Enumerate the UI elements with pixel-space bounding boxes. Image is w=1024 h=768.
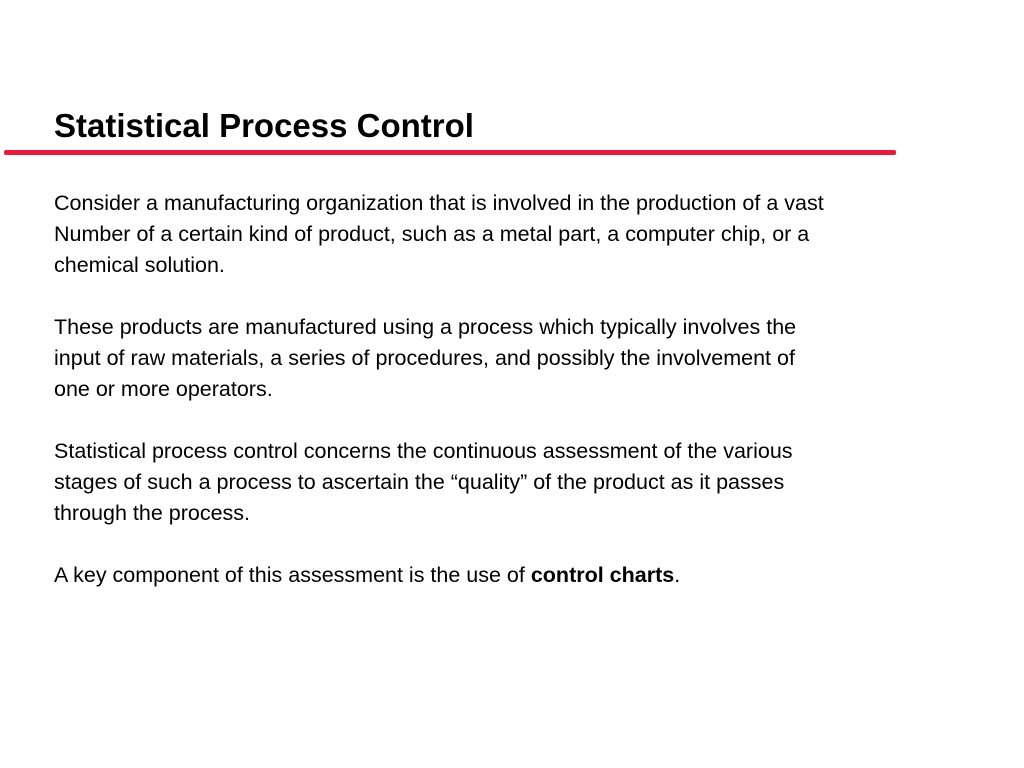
slide-title: Statistical Process Control — [54, 107, 474, 144]
paragraph-control-charts — [54, 560, 1014, 591]
paragraph-control-charts-suffix: . — [674, 563, 681, 587]
paragraph-manufacturing: Consider a manufacturing organization that is involved in the production of a vast Number of a certain kind of product, such as a metal part, a computer chip, or a chemical solution. — [54, 191, 824, 277]
paragraph-process: These products are manufactured using a process which typically involves the input of raw materials, a series of procedures, and possibly the involvement of one or more operators. — [54, 315, 797, 401]
control-charts-emphasis: control charts — [530, 563, 675, 587]
slide-body — [54, 188, 1014, 591]
paragraph-control-charts-prefix: A key component of this assessment is the use of — [54, 563, 531, 587]
title-underline-rule — [4, 150, 896, 155]
paragraph-spc-definition: Statistical process control concerns the continuous assessment of the various stages of such a process to ascertain the “quality” of the product as it passes through the process. — [54, 439, 793, 525]
